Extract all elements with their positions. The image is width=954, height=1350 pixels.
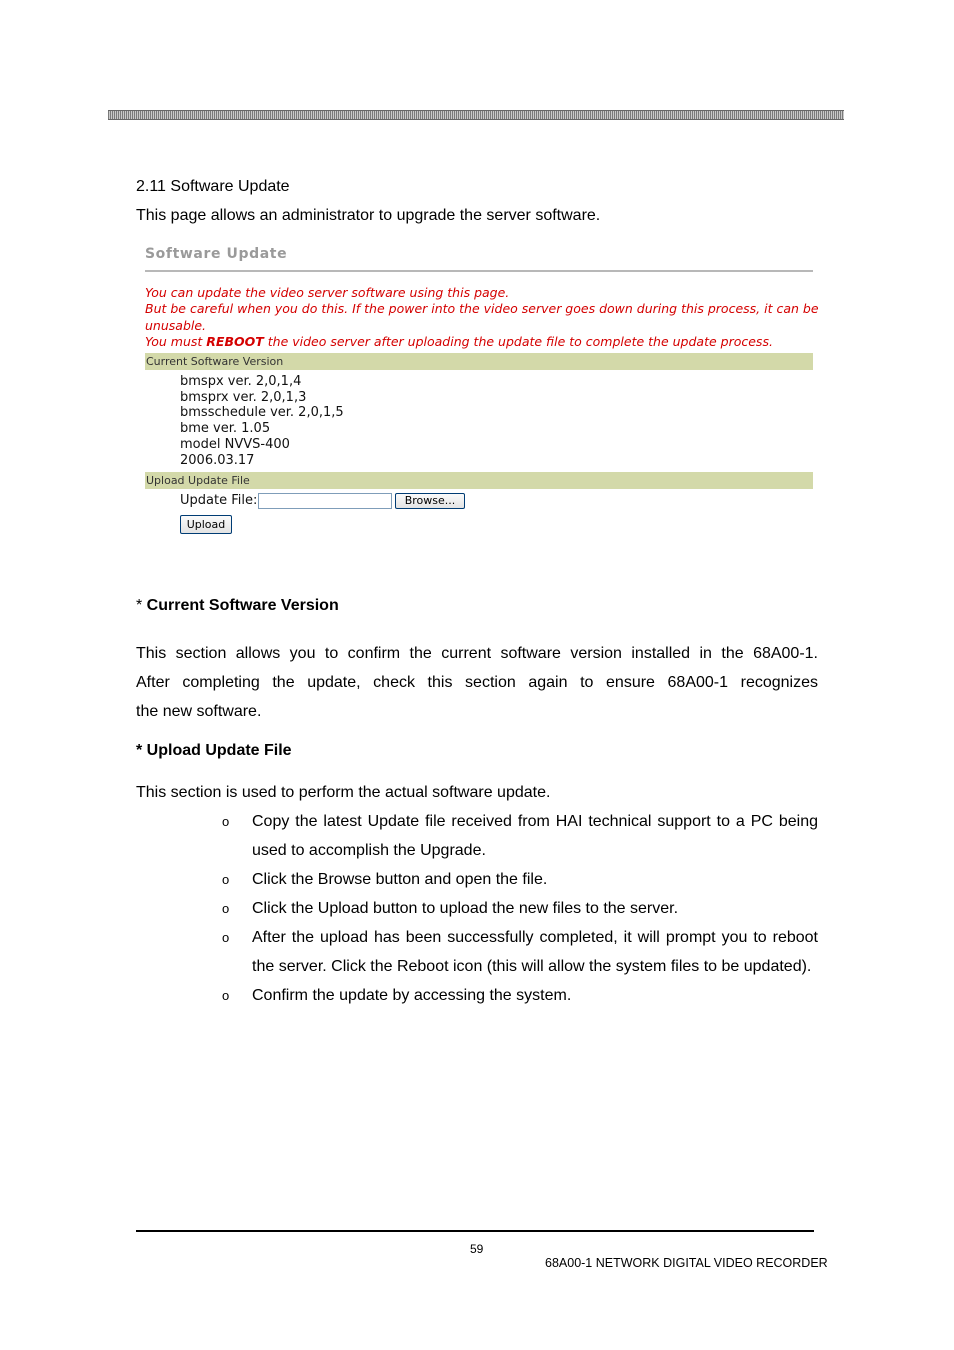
bullet-icon: o <box>222 901 230 916</box>
panel-title: Software Update <box>145 246 288 262</box>
update-file-input[interactable] <box>258 493 392 509</box>
version-line: 2006.03.17 <box>180 452 255 468</box>
warning-line-2: But be careful when you do this. If the power into the video server goes down during this process, it can be <box>145 301 819 316</box>
heading-text: Current Software Version <box>146 597 339 614</box>
upload-intro: This section is used to perform the actual software update. <box>136 784 551 801</box>
version-line: bme ver. 1.05 <box>180 421 271 437</box>
panel-divider <box>145 270 813 272</box>
list-item <box>222 807 818 865</box>
list-item <box>222 894 818 923</box>
step-text: Copy the latest Update file received from HAI technical support to a PC being used to accomplish the Upgrade. <box>252 813 818 859</box>
step-text: Confirm the update by accessing the system. <box>252 987 572 1004</box>
paragraph-line: the new software. <box>136 703 262 720</box>
list-item <box>222 923 818 981</box>
paragraph-line: This section allows you to confirm the current software version installed in the 68A00-1. <box>136 645 818 662</box>
warning-line-1: You can update the video server software using this page. <box>145 285 510 300</box>
version-line: model NVVS-400 <box>180 436 290 452</box>
bullet-icon: o <box>222 814 230 829</box>
step-text: Click the Browse button and open the file. <box>252 871 548 888</box>
upload-file-header: Upload Update File <box>145 472 813 489</box>
bullet-icon: o <box>222 872 230 887</box>
section-heading: 2.11 Software Update <box>136 178 290 195</box>
section-intro: This page allows an administrator to upgrade the server software. <box>136 207 601 224</box>
warning-reboot-suffix: the video server after uploading the update file to complete the update process. <box>263 334 773 349</box>
software-update-screenshot <box>145 244 819 544</box>
header-decorative-bar <box>108 110 844 120</box>
update-file-label: Update File: <box>180 493 258 508</box>
list-item <box>222 981 818 1010</box>
upload-steps-list <box>222 807 818 1010</box>
bullet-icon: o <box>222 988 230 1003</box>
heading-asterisk: * <box>136 597 147 614</box>
warning-line-4 <box>145 334 773 350</box>
upload-file-heading: * Upload Update File <box>136 742 292 759</box>
warning-reboot-prefix: You must <box>145 334 207 349</box>
list-item <box>222 865 818 894</box>
browse-button[interactable]: Browse... <box>395 493 465 509</box>
warning-line-3: unusable. <box>145 318 207 333</box>
version-line: bmsprx ver. 2,0,1,3 <box>180 389 307 405</box>
warning-reboot-emphasis: REBOOT <box>206 334 264 349</box>
current-version-heading <box>136 597 339 615</box>
upload-button[interactable]: Upload <box>180 515 232 534</box>
version-line: bmspx ver. 2,0,1,4 <box>180 374 302 389</box>
step-text: After the upload has been successfully completed, it will prompt you to reboot the server. Click the Reboot icon (this will allow the system files to be updated). <box>252 929 818 975</box>
current-version-paragraph <box>136 639 818 726</box>
footer-divider <box>136 1230 814 1232</box>
bullet-icon: o <box>222 930 230 945</box>
paragraph-line: After completing the update, check this section again to ensure 68A00-1 recognizes <box>136 674 818 691</box>
current-version-header: Current Software Version <box>145 353 813 370</box>
step-text: Click the Upload button to upload the new files to the server. <box>252 900 679 917</box>
version-line: bmsschedule ver. 2,0,1,5 <box>180 405 344 421</box>
page-number: 59 <box>470 1242 484 1256</box>
footer-title: 68A00-1 NETWORK DIGITAL VIDEO RECORDER <box>545 1256 828 1270</box>
